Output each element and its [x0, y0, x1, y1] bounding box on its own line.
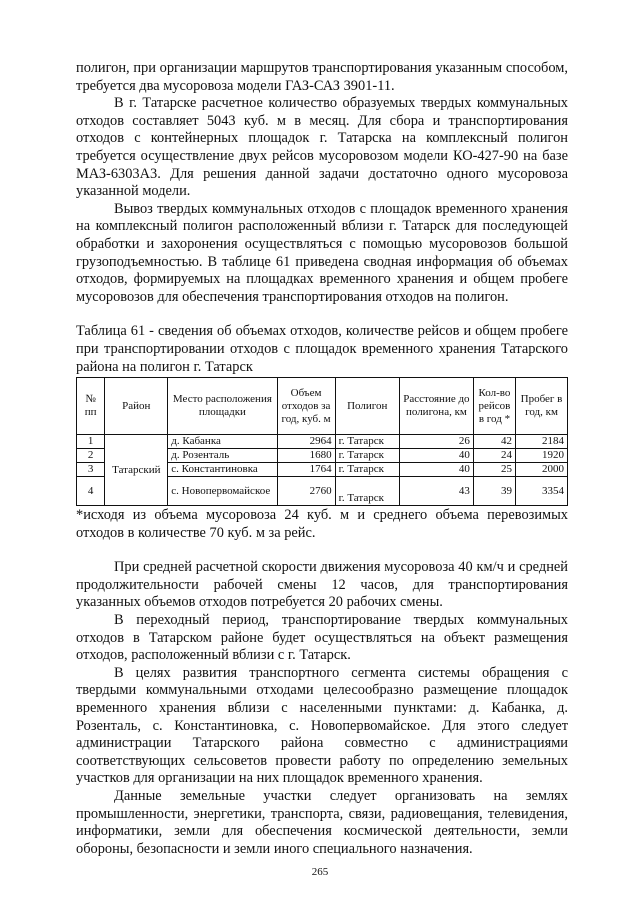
header-volume: Объем отходов за год, куб. м [277, 378, 335, 435]
paragraph-6: В целях развития транспортного сегмента системы обращения с твердыми коммунальными отходами целесообразно размещение площадок временного хранения вблизи с населенными пунктами: д. Кабанка, д. Розенталь, с. Константиновка, с. Новопервомайское. Для этого следует администрации Татарского района совместно с администрациями соответствующих сельсоветов провести работу по определению земельных участков для организации на них площадок временного хранения. [76, 664, 568, 787]
paragraph-5: В переходный период, транспортирование твердых коммунальных отходов в Татарском районе будет осуществляться на объект размещения отходов, расположенный вблизи с г. Татарск. [76, 612, 568, 664]
cell-district: Татарский [105, 435, 168, 506]
paragraph-3: Вывоз твердых коммунальных отходов с площадок временного хранения на комплексный полигон расположенный вблизи г. Татарск для последующей обработки и захоронения осуществляться с помощью мусоровозов большой грузоподъемностью. В таблице 61 приведена сводная информация об объемах отходов, формируемых на площадках временного хранения и общем пробеге мусоровозов для обеспечения транспортирования отходов на полигон. [76, 200, 568, 305]
cell-trips: 39 [473, 477, 515, 506]
header-landfill: Полигон [335, 378, 399, 435]
cell-place: с. Константиновка [168, 463, 277, 477]
cell-volume: 1764 [277, 463, 335, 477]
header-mileage: Пробег в год, км [516, 378, 568, 435]
header-num: № пп [77, 378, 105, 435]
paragraph-1: полигон, при организации маршрутов транспортирования указанным способом, требуется два мусоровоза модели ГАЗ-САЗ 3901-11. [76, 60, 568, 94]
cell-distance: 26 [399, 435, 473, 449]
paragraph-4: При средней расчетной скорости движения мусоровоза 40 км/ч и средней продолжительности рабочей смены 12 часов, для транспортирования указанных объемов отходов потребуется 20 рабочих смены. [76, 559, 568, 611]
cell-mileage: 2184 [516, 435, 568, 449]
cell-landfill: г. Татарск [335, 435, 399, 449]
table-footnote: *исходя из объема мусоровоза 24 куб. м и среднего объема перевозимых отходов в количестве 70 куб. м за рейс. [76, 507, 568, 541]
table-header-row [77, 378, 568, 435]
header-district: Район [105, 378, 168, 435]
cell-trips: 42 [473, 435, 515, 449]
cell-place: д. Кабанка [168, 435, 277, 449]
cell-trips: 24 [473, 449, 515, 463]
cell-trips: 25 [473, 463, 515, 477]
cell-landfill: г. Татарск [335, 477, 399, 506]
cell-distance: 40 [399, 463, 473, 477]
waste-table [76, 377, 568, 506]
cell-num: 4 [77, 477, 105, 506]
cell-distance: 43 [399, 477, 473, 506]
header-distance: Расстояние до полигона, км [399, 378, 473, 435]
table-caption: Таблица 61 - сведения об объемах отходов, количестве рейсов и общем пробеге при транспортировании отходов с площадок временного хранения Татарского района на полигон г. Татарск [76, 323, 568, 375]
cell-volume: 2760 [277, 477, 335, 506]
cell-mileage: 3354 [516, 477, 568, 506]
cell-place: с. Новопервомайское [168, 477, 277, 506]
cell-volume: 1680 [277, 449, 335, 463]
table-row [77, 435, 568, 449]
cell-landfill: г. Татарск [335, 449, 399, 463]
header-place: Место расположения площадки [168, 378, 277, 435]
page-number: 265 [311, 866, 329, 878]
header-trips: Кол-во рейсов в год * [473, 378, 515, 435]
cell-num: 2 [77, 449, 105, 463]
cell-mileage: 2000 [516, 463, 568, 477]
cell-volume: 2964 [277, 435, 335, 449]
document-page [76, 60, 568, 858]
cell-num: 1 [77, 435, 105, 449]
paragraph-7: Данные земельные участки следует организовать на землях промышленности, энергетики, транспорта, связи, радиовещания, телевидения, информатики, земли для обеспечения космической деятельности, земли обороны, безопасности и земли иного специального назначения. [76, 788, 568, 857]
cell-mileage: 1920 [516, 449, 568, 463]
paragraph-2: В г. Татарске расчетное количество образуемых твердых коммунальных отходов составляет 5043 куб. м в месяц. Для сбора и транспортирования отходов с контейнерных площадок г. Татарска на комплексный полигон требуется осуществление двух рейсов мусоровозом модели КО-427-90 на базе МАЗ-6303А3. Для решения данной задачи достаточно одного мусоровоза указанной модели. [76, 95, 568, 200]
cell-num: 3 [77, 463, 105, 477]
cell-distance: 40 [399, 449, 473, 463]
cell-place: д. Розенталь [168, 449, 277, 463]
cell-landfill: г. Татарск [335, 463, 399, 477]
